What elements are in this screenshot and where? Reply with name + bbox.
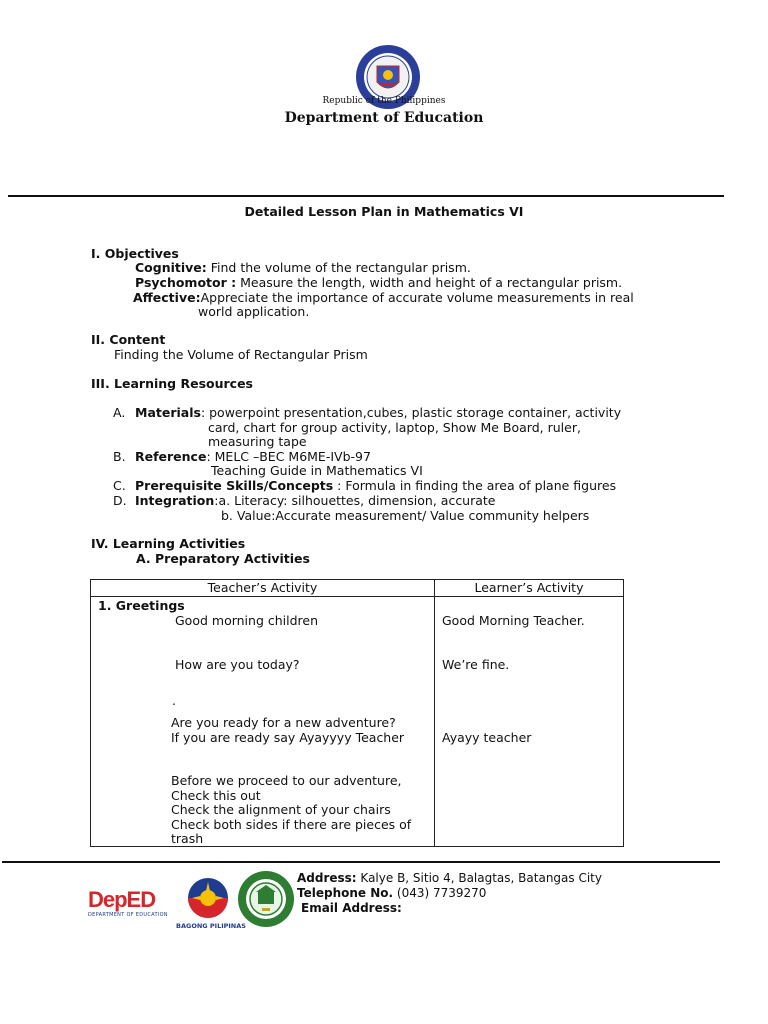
document-title: Detailed Lesson Plan in Mathematics VI bbox=[244, 204, 524, 219]
preparatory-heading: A. Preparatory Activities bbox=[136, 551, 310, 566]
objective-affective bbox=[133, 290, 634, 305]
teacher-dot: . bbox=[172, 693, 176, 708]
materials-text-1: : powerpoint presentation,cubes, plastic storage container, activity bbox=[200, 405, 622, 420]
address-label: Address: bbox=[297, 871, 357, 885]
greetings-label: 1. Greetings bbox=[98, 598, 185, 613]
teacher-line-10: trash bbox=[171, 831, 204, 846]
col-teacher-activity: Teacher’s Activity bbox=[91, 580, 435, 597]
department-header: Department of Education bbox=[284, 110, 484, 126]
reference-label: Reference bbox=[135, 449, 207, 464]
resource-reference bbox=[135, 449, 371, 464]
prerequisite-text: : Formula in finding the area of plane figures bbox=[333, 478, 617, 493]
cognitive-label: Cognitive: bbox=[135, 260, 207, 275]
affective-label: Affective: bbox=[133, 290, 201, 305]
prerequisite-label: Prerequisite Skills/Concepts bbox=[135, 478, 334, 493]
telephone-label: Telephone No. bbox=[297, 886, 394, 900]
email-label: Email Address: bbox=[301, 901, 402, 915]
teacher-line-9: Check both sides if there are pieces of bbox=[171, 817, 412, 832]
teacher-line-7: Check this out bbox=[171, 788, 261, 803]
integration-text-2: b. Value:Accurate measurement/ Value community helpers bbox=[221, 508, 590, 523]
footer-divider bbox=[2, 861, 720, 863]
objective-psychomotor bbox=[135, 275, 622, 290]
deped-logo-text: DepED bbox=[88, 887, 156, 912]
telephone-value: (043) 7739270 bbox=[393, 886, 487, 900]
activities-heading: IV. Learning Activities bbox=[91, 536, 246, 551]
learner-line-1: Good Morning Teacher. bbox=[442, 613, 585, 628]
deped-logo-sub: DEPARTMENT OF EDUCATION bbox=[88, 912, 168, 918]
teacher-line-6: Before we proceed to our adventure, bbox=[171, 773, 402, 788]
cognitive-text: Find the volume of the rectangular prism. bbox=[206, 260, 471, 275]
resource-a-marker: A. bbox=[113, 405, 126, 420]
teacher-cell bbox=[91, 597, 435, 847]
reference-text-1: : MELC –BEC M6ME-IVb-97 bbox=[206, 449, 371, 464]
integration-label: Integration bbox=[135, 493, 215, 508]
teacher-line-1: Good morning children bbox=[175, 613, 319, 628]
integration-text-1: :a. Literacy: silhouettes, dimension, accurate bbox=[214, 493, 496, 508]
reference-text-2: Teaching Guide in Mathematics VI bbox=[211, 463, 423, 478]
psychomotor-label: Psychomotor : bbox=[135, 275, 237, 290]
materials-text-3: measuring tape bbox=[208, 434, 307, 449]
republic-header: Republic of the Philippines bbox=[322, 96, 446, 106]
teacher-line-8: Check the alignment of your chairs bbox=[171, 802, 391, 817]
objective-cognitive bbox=[135, 260, 471, 275]
teacher-line-5: If you are ready say Ayayyyy Teacher bbox=[171, 730, 405, 745]
email-line bbox=[297, 901, 602, 916]
content-heading: II. Content bbox=[91, 332, 166, 347]
resource-d-marker: D. bbox=[113, 493, 127, 508]
bagong-pilipinas-text: BAGONG PILIPINAS bbox=[176, 922, 246, 930]
psychomotor-text: Measure the length, width and height of a rectangular prism. bbox=[236, 275, 623, 290]
materials-text-2: card, chart for group activity, laptop, Show Me Board, ruler, bbox=[208, 420, 581, 435]
activity-table bbox=[90, 579, 624, 847]
header-divider bbox=[8, 195, 724, 197]
school-seal-logo bbox=[237, 870, 295, 928]
objectives-heading: I. Objectives bbox=[91, 246, 179, 261]
resource-materials bbox=[135, 405, 621, 420]
affective-text-2: world application. bbox=[198, 304, 310, 319]
resources-heading: III. Learning Resources bbox=[91, 376, 253, 391]
resource-b-marker: B. bbox=[113, 449, 126, 464]
learner-line-3: Ayayy teacher bbox=[442, 730, 532, 745]
telephone-line bbox=[297, 886, 602, 901]
teacher-line-4: Are you ready for a new adventure? bbox=[171, 715, 396, 730]
resource-prerequisite bbox=[135, 478, 616, 493]
table-header-row bbox=[91, 580, 624, 597]
bagong-pilipinas-logo bbox=[176, 877, 246, 930]
affective-text-1: Appreciate the importance of accurate volume measurements in real bbox=[200, 290, 634, 305]
resource-c-marker: C. bbox=[113, 478, 126, 493]
address-line bbox=[297, 871, 602, 886]
table-row bbox=[91, 597, 624, 847]
address-value: Kalye B, Sitio 4, Balagtas, Batangas City bbox=[356, 871, 602, 885]
resource-integration bbox=[135, 493, 496, 508]
col-learner-activity: Learner’s Activity bbox=[435, 580, 624, 597]
learner-cell bbox=[435, 597, 624, 847]
content-text: Finding the Volume of Rectangular Prism bbox=[114, 347, 368, 362]
teacher-line-2: How are you today? bbox=[175, 657, 300, 672]
footer-contact bbox=[297, 871, 602, 916]
philippine-sun-icon bbox=[176, 877, 240, 919]
deped-logo bbox=[88, 888, 174, 928]
materials-label: Materials bbox=[135, 405, 201, 420]
learner-line-2: We’re fine. bbox=[442, 657, 510, 672]
